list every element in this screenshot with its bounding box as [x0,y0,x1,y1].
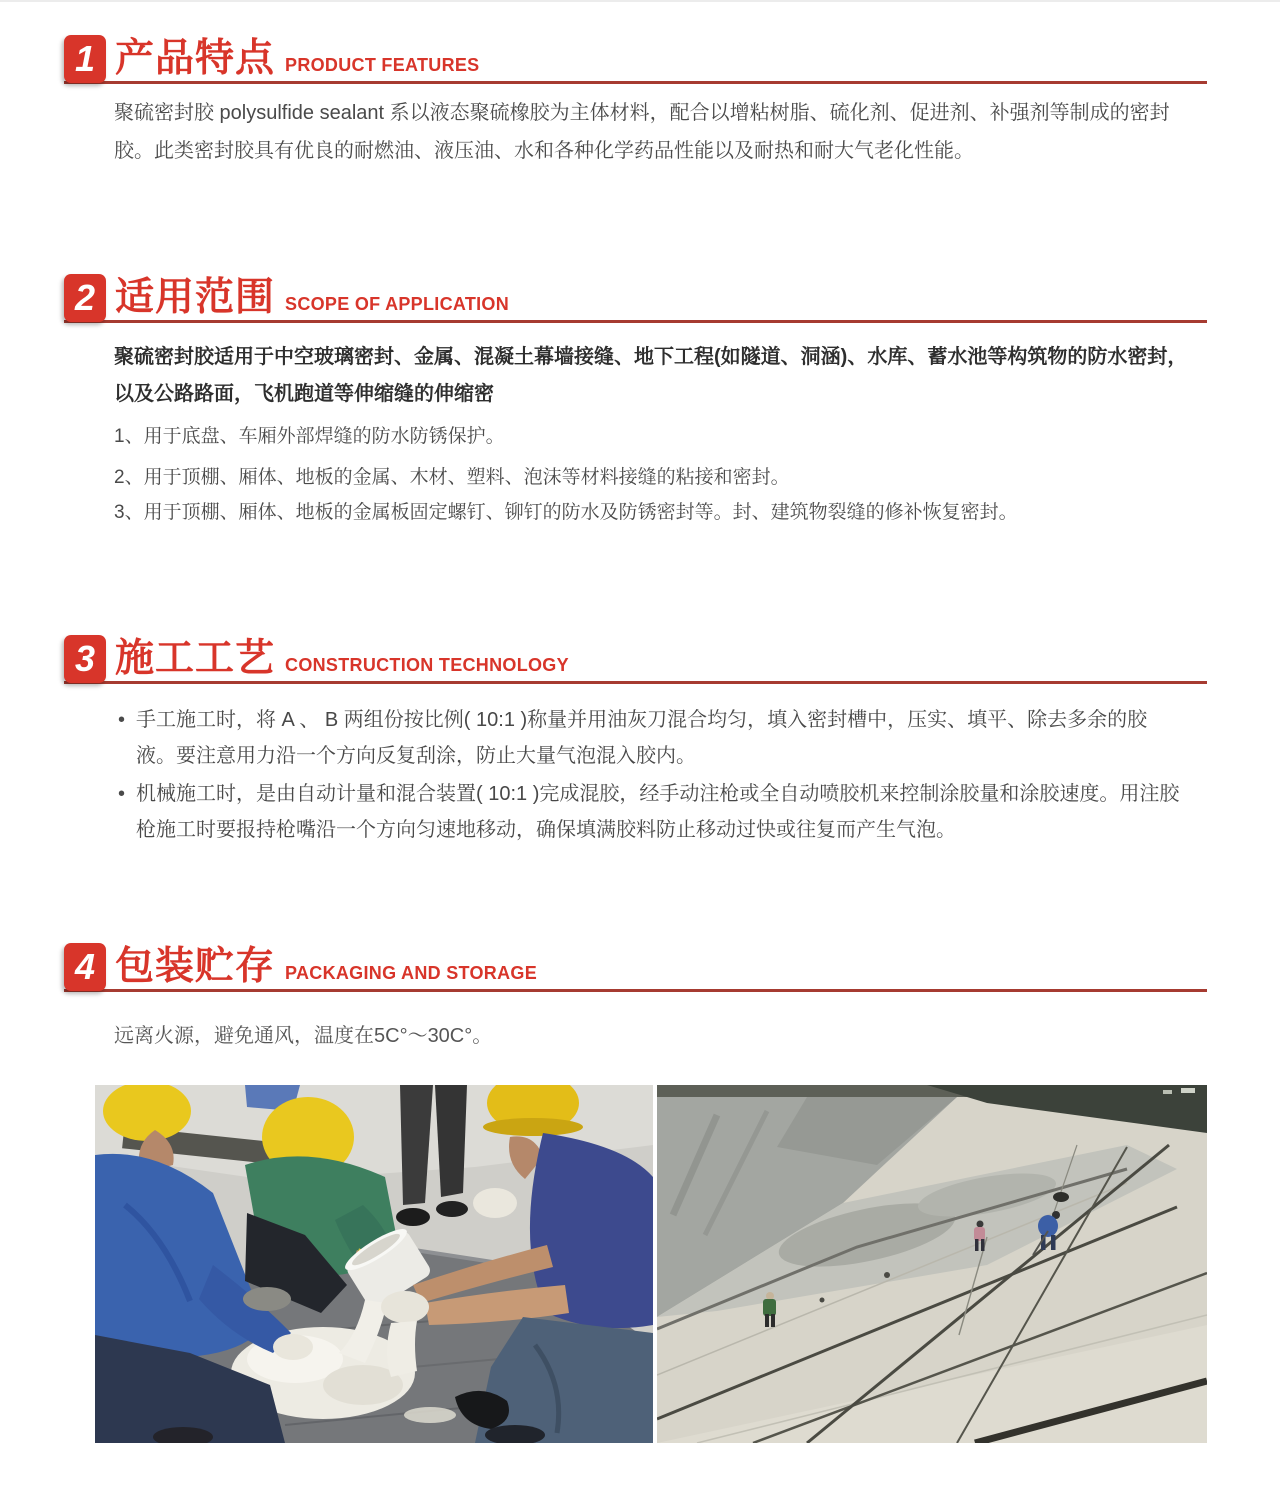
photo-workers-on-concrete-slope [657,1085,1207,1443]
section-number: 2 [74,277,96,318]
section-title-zh: 施工工艺 [115,637,276,681]
workers-mixing-sealant-illustration [95,1085,653,1443]
section-scope-of-application [64,274,1207,527]
section-number: 4 [74,946,96,987]
scope-lead-paragraph: 聚硫密封胶适用于中空玻璃密封、金属、混凝土幕墙接缝、地下工程(如隧道、洞涵)、水库、蓄水池等构筑物的防水密封，以及公路路面，飞机跑道等伸缩缝的伸缩密 [114,346,1188,405]
section-packaging-storage [64,943,1207,1050]
section-title-zh: 包装贮存 [115,945,276,989]
section-paragraph: 聚硫密封胶 polysulfide sealant 系以液态聚硫橡胶为主体材料，配合以增粘树脂、硫化剂、促进剂、补强剂等制成的密封胶。此类密封胶具有优良的耐燃油、液压油、水和各种化学药品性能以及耐热和耐大气老化性能。 [114,102,1170,162]
concrete-slope-illustration [657,1085,1207,1443]
list-item: 3、用于顶棚、厢体、地板的金属板固定螺钉、铆钉的防水及防锈密封等。封、建筑物裂缝的修补恢复密封。 [114,502,1018,523]
section-header [64,635,1207,684]
section-title-en: PRODUCT FEATURES [285,55,480,75]
section-title-en: SCOPE OF APPLICATION [285,294,510,314]
section-header [64,35,1207,84]
section-product-features [64,35,1207,170]
section-title-zh: 产品特点 [115,37,276,81]
section-title-zh: 适用范围 [115,276,276,320]
section-number-badge [64,635,106,683]
construction-bullet-list [118,702,1182,848]
bullet-item: • 手工施工时，将 A 、 B 两组份按比例( 10:1 )称量并用油灰刀混合均匀，填入密封槽中，压实、填平、除去多余的胶液。要注意用力沿一个方向反复刮涂，防止大量气泡混入胶内。 [118,702,1182,774]
list-item: 2、用于顶棚、厢体、地板的金属、木材、塑料、泡沫等材料接缝的粘接和密封。 [114,467,790,488]
application-list [114,423,1192,527]
section-number-badge [64,35,106,83]
section-header [64,274,1207,323]
list-item: 1、用于底盘、车厢外部焊缝的防水防锈保护。 [114,426,505,447]
section-title-en: PACKAGING AND STORAGE [285,963,537,983]
storage-paragraph: 远离火源，避免通风，温度在5C°～30C°。 [114,1025,493,1047]
photo-workers-mixing-sealant [95,1085,653,1443]
section-construction-technology [64,635,1207,848]
bullet-item: • 机械施工时，是由自动计量和混合装置( 10:1 )完成混胶，经手动注枪或全自动喷胶机来控制涂胶量和涂胶速度。用注胶枪施工时要报持枪嘴沿一个方向匀速地移动，确保填满胶料防止移动过快或往复而产生气泡。 [118,776,1182,848]
section-title-en: CONSTRUCTION TECHNOLOGY [285,655,569,675]
section-header [64,943,1207,992]
section-number-badge [64,943,106,991]
section-number-badge [64,274,106,322]
section-number: 1 [74,38,96,79]
section-number: 3 [74,638,96,679]
